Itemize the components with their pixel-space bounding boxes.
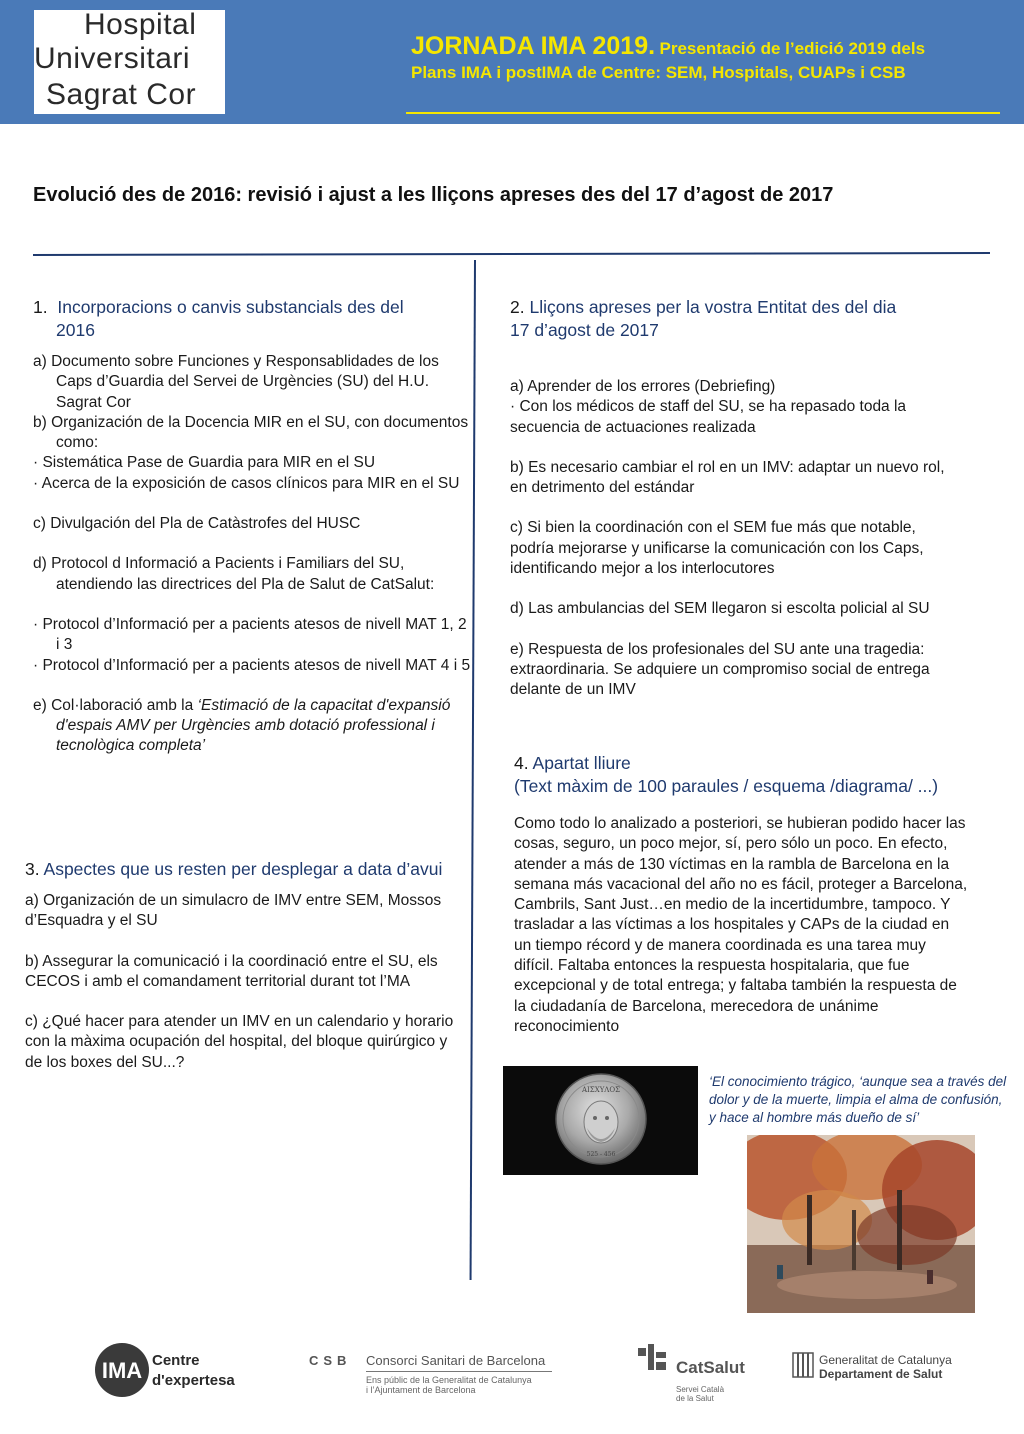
section-2-title	[510, 296, 955, 342]
autumn-painting-image	[747, 1135, 975, 1313]
section-1-item-d: d) Protocol d Informació a Pacients i Familiars del SU, atendiendo las directrices del Pla de Salut de CatSalut:	[33, 555, 435, 593]
csb-sub-1: Ens públic de la Generalitat de Catalunya	[366, 1375, 532, 1385]
ima-logo	[94, 1340, 246, 1400]
section-3-number: 3.	[25, 859, 40, 879]
ima-line-1: Centre	[152, 1352, 200, 1369]
title-main: JORNADA IMA 2019.	[411, 32, 656, 60]
section-3	[25, 858, 465, 1073]
section-1-item-e-italic: ‘Estimació de la capacitat d'expansió d'espais AMV per Urgències amb dotació professional i tecnològica completa’	[56, 696, 451, 755]
section-1-item-b2: · Acerca de la exposición de casos clínicos para MIR en el SU	[33, 474, 460, 492]
generalitat-line-1: Generalitat de Catalunya	[819, 1353, 952, 1367]
csb-mark: CSB	[309, 1353, 352, 1368]
header-banner	[0, 0, 1024, 124]
medal-text-bottom: 525 - 456	[586, 1151, 616, 1158]
section-3-item-a-cont: d’Esquadra y el SU	[25, 912, 158, 930]
section-2-item-a: a) Aprender de los errores (Debriefing)	[510, 378, 776, 395]
section-4-title	[514, 752, 989, 798]
section-2-item-c: c) Si bien la coordinación con el SEM fue más que notable, podría mejorarse y unificarse la comunicación con los Caps, identificando mejor a los interlocutores	[510, 519, 924, 578]
section-1-item-b1: · Sistemática Pase de Guardia para MIR en el SU	[33, 454, 376, 472]
section-4-body: Como todo lo analizado a posteriori, se hubieran podido hacer las cosas, seguro, un poco mejor, sí, pero sólo un poco. En efecto, atender a más de 130 víctimas en la rambla de Barcelona en la semana más vacacional del año no es fácil, proteger a Barcelona, Cambrils, Sant Just…en medio de la incertidumbre, tampoco. Y trasladar a las víctimas a los hospitales y CAPs de la ciudad en un tiempo récord y de manera coordinada es una tarea muy difícil. Faltaba entonces la respuesta hospitalaria, que fue excepcional y de total entrega; y faltaba también la respuesta de la ciudadanía de Barcelona, merecedora de unánime reconocimiento	[514, 815, 968, 1035]
section-1-title-l1: Incorporacions o canvis substancials des del	[57, 297, 404, 317]
horizontal-divider	[33, 252, 990, 256]
csb-logo	[309, 1350, 559, 1400]
csb-name: Consorci Sanitari de Barcelona	[366, 1353, 546, 1368]
section-1-item-e-prefix: e) Col·laboració amb la	[33, 696, 198, 714]
catsalut-sub-2: de la Salut	[676, 1394, 714, 1403]
section-4	[514, 752, 989, 1037]
section-2-title-l2: 17 d’agost de 2017	[510, 320, 659, 340]
section-2-item-e: e) Respuesta de los profesionales del SU ante una tragedia: extraordinaria. Se adquiere un compromiso social de entrega delante de un IMV	[510, 640, 930, 699]
aeschylus-medal-image	[503, 1066, 698, 1175]
title-underline	[406, 112, 1000, 114]
tragic-knowledge-quote: ‘El conocimiento trágico, ‘aunque sea a través del dolor y de la muerte, limpia el alma de confusión, y hace al hombre más dueño de sí’	[709, 1074, 1007, 1125]
section-4-number: 4.	[514, 753, 529, 773]
section-1-item-a: a) Documento sobre Funciones y Responsablidades de los Caps d’Guardia del Servei de Urgències (SU) del H.U. Sagrat Cor	[33, 353, 439, 411]
section-2	[510, 296, 955, 701]
page-subtitle: Evolució des de 2016: revisió i ajust a les lliçons apreses des del 17 d’agost de 2017	[33, 184, 834, 206]
event-title	[411, 32, 1011, 83]
section-3-item-b: b) Assegurar la comunicació i la coordinació entre el SU, els CECOS i amb el comandament territorial durant tot l’MA	[25, 952, 438, 990]
section-2-title-l1: Lliçons apreses per la vostra Entitat des del dia	[529, 297, 897, 317]
generalitat-line-2: Departament de Salut	[819, 1367, 943, 1381]
logo-line-2: Universitari	[34, 42, 191, 75]
section-1-number: 1.	[33, 297, 48, 317]
section-1-item-d2: · Protocol d’Informació per a pacients atesos de nivell MAT 4 i 5	[33, 656, 471, 674]
medal-graphic	[503, 1066, 698, 1175]
title-line-2: Plans IMA i postIMA de Centre: SEM, Hospitals, CUAPs i CSB	[411, 63, 906, 82]
catsalut-name: CatSalut	[676, 1358, 745, 1377]
ima-mark: IMA	[101, 1358, 143, 1383]
section-2-item-a1: · Con los médicos de staff del SU, se ha repasado toda la secuencia de actuaciones realizada	[510, 398, 907, 436]
section-2-item-b: b) Es necesario cambiar el rol en un IMV: adaptar un nuevo rol, en detrimento del estándar	[510, 458, 945, 497]
section-3-title-text: Aspectes que us resten per desplegar a data d’avui	[43, 859, 443, 879]
section-1-title	[33, 296, 473, 342]
logo-line-1: Hospital	[84, 8, 197, 41]
section-2-number: 2.	[510, 297, 525, 317]
section-3-title	[25, 858, 465, 881]
section-1-title-l2: 2016	[56, 320, 95, 340]
section-2-item-d: d) Las ambulancias del SEM llegaron si escolta policial al SU	[510, 600, 930, 618]
generalitat-logo	[791, 1350, 971, 1382]
section-1-item-d1: · Protocol d’Informació per a pacients atesos de nivell MAT 1, 2 i 3	[33, 615, 467, 654]
catsalut-logo	[636, 1342, 771, 1412]
ima-line-2: d'expertesa	[152, 1372, 235, 1389]
hospital-logo	[34, 10, 225, 114]
section-1-item-c: c) Divulgación del Pla de Catàstrofes del HUSC	[33, 515, 361, 533]
painting-graphic	[747, 1135, 975, 1313]
section-4-title-l2: (Text màxim de 100 paraules / esquema /diagrama/ ...)	[514, 776, 939, 796]
section-4-title-l1: Apartat lliure	[532, 753, 631, 773]
title-rest: Presentació de l’edició 2019 dels	[659, 39, 926, 58]
catsalut-symbol	[638, 1348, 646, 1356]
section-3-item-a: a) Organización de un simulacro de IMV entre SEM, Mossos	[25, 892, 442, 909]
logo-line-3: Sagrat Cor	[46, 78, 197, 111]
footer-logos	[0, 1330, 1024, 1434]
section-3-item-c: c) ¿Qué hacer para atender un IMV en un calendario y horario con la màxima ocupación del hospital, del bloque quirúrgico y de los boxes del SU...?	[25, 1013, 454, 1071]
section-1-item-b: b) Organización de la Docencia MIR en el SU, con documentos como:	[33, 413, 469, 452]
catsalut-sub-1: Servei Català	[676, 1385, 725, 1394]
section-1-item-e	[33, 696, 473, 757]
csb-sub-2: i l’Ajuntament de Barcelona	[366, 1385, 476, 1395]
section-1	[33, 296, 473, 757]
medal-text-top: ΑΙΣΧΥΛΟΣ	[581, 1086, 621, 1094]
